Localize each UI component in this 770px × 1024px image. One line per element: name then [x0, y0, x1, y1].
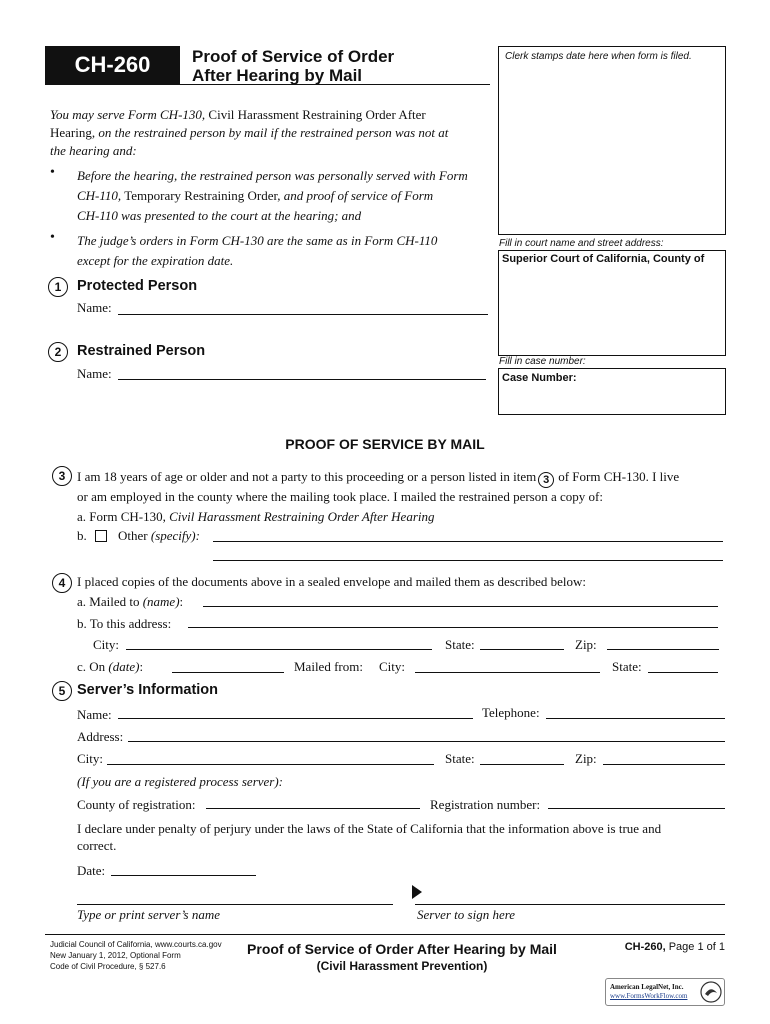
item-number-3: 3	[52, 466, 72, 486]
county-registration-label: County of registration:	[77, 797, 196, 812]
protected-name-label: Name:	[77, 300, 112, 315]
section4-a: a. Mailed to (name):	[77, 594, 184, 609]
mailing-state-field[interactable]	[480, 649, 564, 650]
item-number-4: 4	[52, 573, 72, 593]
footer-rule	[45, 934, 725, 935]
case-number-box[interactable]	[498, 368, 726, 415]
intro-bullet-1: Before the hearing, the restrained person was personally served with Form CH-110, Temporary Restraining Order, and proof of service of Form CH-110 was presented to the court at the hearing; and	[77, 168, 468, 223]
legalnet-logo-text: American LegalNet, Inc. www.FormsWorkFlow.com	[610, 983, 688, 1000]
server-telephone-label: Telephone:	[482, 705, 540, 720]
footer-right: CH-260, Page 1 of 1	[624, 941, 725, 953]
item-ref-3: 3	[538, 472, 554, 488]
header-rule	[45, 84, 490, 85]
registration-number-label: Registration number:	[430, 797, 541, 812]
registered-note: (If you are a registered process server):	[77, 774, 284, 789]
county-registration-field[interactable]	[206, 808, 420, 809]
other-checkbox[interactable]	[95, 530, 107, 542]
case-hint: Fill in case number:	[499, 356, 586, 367]
section4-b: b. To this address:	[77, 616, 172, 631]
declaration-text: I declare under penalty of perjury under the laws of the State of California that the information above is true and correct.	[77, 821, 662, 853]
server-printed-name-field[interactable]	[77, 904, 393, 905]
mailed-from-state-label: State:	[612, 659, 642, 674]
bullet-2: •	[50, 230, 55, 245]
mailed-from-state-field[interactable]	[648, 672, 718, 673]
mailing-date-field[interactable]	[172, 672, 284, 673]
court-name-label: Superior Court of California, County of	[502, 253, 705, 265]
mailed-from-label: Mailed from:	[294, 659, 363, 674]
server-state-label: State:	[445, 751, 475, 766]
bullet-1: •	[50, 165, 55, 180]
form-title: Proof of Service of Order After Hearing by Mail	[192, 47, 395, 85]
clerk-stamp-box	[498, 46, 726, 235]
date-field[interactable]	[111, 875, 256, 876]
other-specify-field-2[interactable]	[213, 560, 723, 561]
mailed-from-city-field[interactable]	[415, 672, 600, 673]
item-number-2: 2	[48, 342, 68, 362]
court-name-box[interactable]	[498, 250, 726, 356]
sign-arrow-icon	[412, 885, 422, 899]
intro-bullet-2: The judge’s orders in Form CH-130 are the same as in Form CH-110 except for the expiration date.	[77, 233, 438, 268]
mailed-from-city-label: City:	[379, 659, 406, 674]
clerk-stamp-label: Clerk stamps date here when form is filed.	[505, 51, 692, 62]
mailing-city-field[interactable]	[126, 649, 432, 650]
court-hint: Fill in court name and street address:	[499, 238, 664, 249]
server-signature-field[interactable]	[415, 904, 725, 905]
restrained-name-field[interactable]	[118, 379, 486, 380]
server-address-field[interactable]	[128, 741, 725, 742]
mailing-zip-field[interactable]	[607, 649, 719, 650]
footer-center: Proof of Service of Order After Hearing by Mail (Civil Harassment Prevention)	[247, 941, 557, 973]
restrained-person-heading: Restrained Person	[77, 343, 206, 359]
server-name-field[interactable]	[118, 718, 473, 719]
sign-label: Server to sign here	[417, 907, 516, 922]
footer-left: Judicial Council of California, www.courts.ca.gov New January 1, 2012, Optional Form Code of Civil Procedure, § 527.6	[50, 940, 222, 971]
server-city-label: City:	[77, 751, 104, 766]
server-city-field[interactable]	[107, 764, 434, 765]
type-name-label: Type or print server’s name	[77, 907, 220, 922]
protected-name-field[interactable]	[118, 314, 488, 315]
server-telephone-field[interactable]	[546, 718, 725, 719]
section3-a: a. Form CH-130, Civil Harassment Restraining Order After Hearing	[77, 509, 435, 524]
registration-number-field[interactable]	[548, 808, 725, 809]
server-address-label: Address:	[77, 729, 124, 744]
proof-heading: PROOF OF SERVICE BY MAIL	[285, 436, 485, 452]
section3-b-label: b.	[77, 528, 87, 543]
form-id: CH-260	[74, 52, 151, 77]
form-id-block	[45, 46, 180, 84]
restrained-name-label: Name:	[77, 366, 112, 381]
item-number-1: 1	[48, 277, 68, 297]
legalnet-logo-box	[605, 978, 725, 1006]
intro-paragraph: You may serve Form CH-130, Civil Harassment Restraining Order After Hearing, on the restrained person by mail if the restrained person was not at the hearing and:	[50, 107, 449, 158]
mailing-zip-label: Zip:	[575, 637, 597, 652]
protected-person-heading: Protected Person	[77, 278, 198, 294]
server-name-label: Name:	[77, 707, 112, 722]
mailing-city-label: City:	[93, 637, 120, 652]
server-zip-field[interactable]	[603, 764, 725, 765]
section3-text: I am 18 years of age or older and not a party to this proceeding or a person listed in item 3 of Form CH-130. I live or am employed in the county where the mailing took place. I mailed the restrained person a copy of:	[77, 469, 680, 504]
server-state-field[interactable]	[480, 764, 564, 765]
section4-c: c. On (date):	[77, 659, 144, 674]
legalnet-eagle-icon	[700, 981, 722, 1003]
mailing-state-label: State:	[445, 637, 475, 652]
server-info-heading: Server’s Information	[77, 682, 219, 698]
mailed-to-name-field[interactable]	[203, 606, 718, 607]
other-specify-field-1[interactable]	[213, 541, 723, 542]
mailing-address-field[interactable]	[188, 627, 718, 628]
section4-intro: I placed copies of the documents above in a sealed envelope and mailed them as described below:	[77, 574, 586, 589]
item-number-5: 5	[52, 681, 72, 701]
server-zip-label: Zip:	[575, 751, 597, 766]
case-number-label: Case Number:	[502, 372, 577, 384]
date-label: Date:	[77, 863, 106, 878]
section3-b-text: Other (specify):	[118, 528, 200, 543]
